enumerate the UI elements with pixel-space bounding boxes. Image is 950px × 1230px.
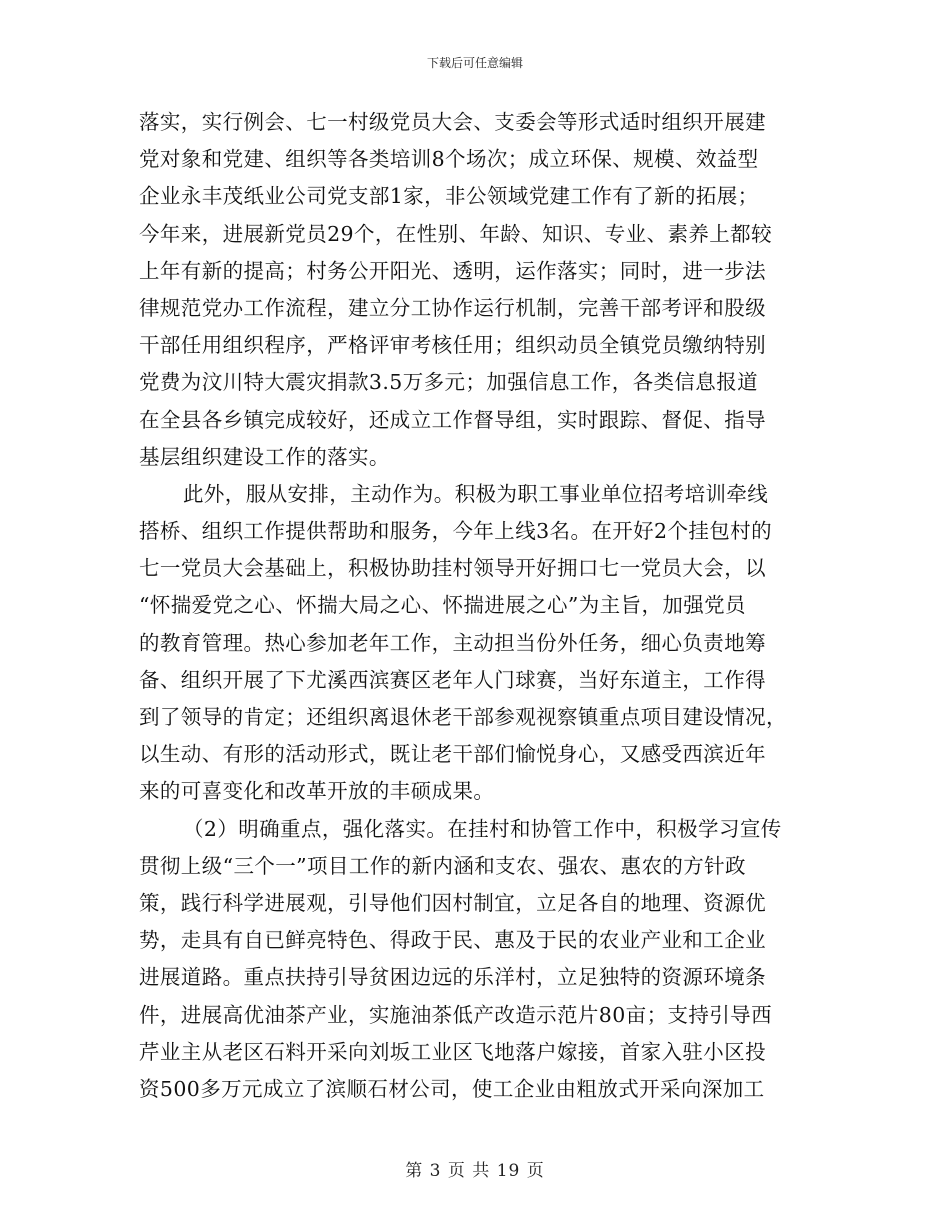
text-line: 基层组织建设工作的落实。	[139, 444, 390, 469]
text-line: 七一党员大会基础上，积极协助挂村领导开好拥口七一党员大会，以	[139, 556, 766, 581]
paragraph-first-line: （2）明确重点，强化落实。在挂村和协管工作中，积极学习宣传	[183, 816, 782, 841]
text-line: 落实，实行例会、七一村级党员大会、支委会等形式适时组织开展建	[139, 110, 766, 134]
text-line: 上年有新的提高；村务公开阳光、透明，运作落实；同时，进一步法	[139, 258, 766, 283]
text-line: 进展道路。重点扶持引导贫困边远的乐洋村，立足独特的资源环境条	[139, 965, 766, 990]
text-line: 律规范党办工作流程，建立分工协作运行机制，完善干部考评和股级	[139, 295, 766, 320]
text-line: 策，践行科学进展观，引导他们因村制宜，立足各自的地理、资源优	[139, 890, 766, 915]
text-line: 在全县各乡镇完成较好，还成立工作督导组，实时跟踪、督促、指导	[139, 407, 766, 432]
text-line: 党费为汶川特大震灾捐款3.5万多元；加强信息工作，各类信息报道	[139, 370, 758, 395]
text-line: 企业永丰茂纸业公司党支部1家，非公领域党建工作有了新的拓展；	[139, 184, 759, 209]
text-line: 搭桥、组织工作提供帮助和服务，今年上线3名。在开好2个挂包村的	[139, 519, 772, 544]
text-line: 以生动、有形的活动形式，既让老干部们愉悦身心，又感受西滨近年	[139, 742, 766, 767]
text-line: 件，进展高优油茶产业，实施油茶低产改造示范片80亩；支持引导西	[139, 1002, 772, 1027]
text-line: 势，走具有自已鲜亮特色、得政于民、惠及于民的农业产业和工企业	[139, 928, 766, 953]
paragraph-first-line: 此外，服从安排，主动作为。积极为职工事业单位招考培训牵线	[183, 481, 769, 506]
text-line: 的教育管理。热心参加老年工作，主动担当份外任务，细心负责地筹	[139, 630, 766, 655]
text-line: 党对象和党建、组织等各类培训8个场次；成立环保、规模、效益型	[139, 147, 759, 172]
page-number-footer: 第 3 页 共 19 页	[405, 1161, 545, 1181]
text-line: 芹业主从老区石料开采向刘坂工业区飞地落户嫁接，首家入驻小区投	[139, 1039, 766, 1064]
text-line: 干部任用组织程序，严格评审考核任用；组织动员全镇党员缴纳特别	[139, 333, 766, 358]
text-line: “怀揣爱党之心、怀揣大局之心、怀揣进展之心”为主旨，加强党员	[139, 593, 746, 618]
text-line: 资500多万元成立了滨顺石材公司，使工企业由粗放式开采向深加工	[139, 1076, 765, 1101]
text-line: 今年来，进展新党员29个，在性别、年龄、知识、专业、素养上都较	[139, 221, 772, 246]
text-line: 到了领导的肯定；还组织离退休老干部参观视察镇重点项目建设情况，	[139, 705, 787, 729]
text-line: 贯彻上级“三个一”项目工作的新内涵和支农、强农、惠农的方针政	[139, 853, 746, 878]
text-line: 来的可喜变化和改革开放的丰硕成果。	[139, 779, 495, 804]
text-line: 备、组织开展了下尤溪西滨赛区老年人门球赛，当好东道主，工作得	[139, 667, 766, 692]
page-header: 下载后可任意编辑	[426, 56, 523, 70]
body-text	[139, 104, 801, 1108]
